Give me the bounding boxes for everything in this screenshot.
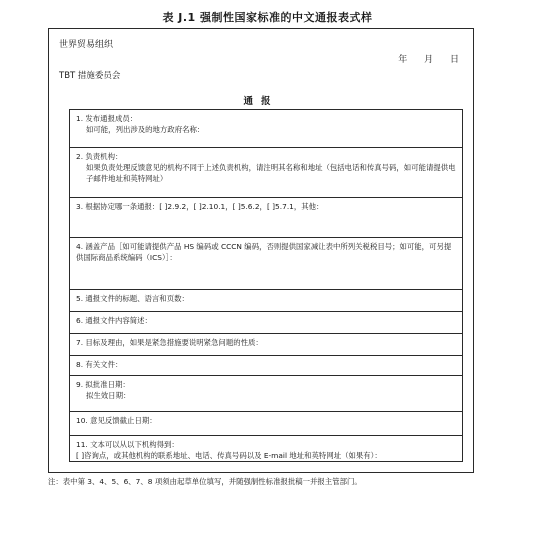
form-row-text: 4. 涵盖产品［如可能请提供产品 HS 编码或 CCCN 编码，否则提供国家减让表中所列关税税目号；如可能，可另提供国际商品系统编码（ICS）］： xyxy=(76,242,452,262)
table-footnote: 注：表中第 3、4、5、6、7、8 项须由起草单位填写，并随强制性标准报批稿一并报主管部门。 xyxy=(48,477,362,486)
form-row-text: 5. 通报文件的标题、语言和页数： xyxy=(76,294,189,303)
table-caption: 表 J.1 强制性国家标准的中文通报表式样 xyxy=(162,11,373,24)
form-row-text: 拟生效日期： xyxy=(86,391,131,400)
form-row-2 xyxy=(70,148,462,198)
form-row-text: [ ]咨询点，或其他机构的联系地址、电话、传真号码以及 E-mail 地址和英特网址（如果有）： xyxy=(76,451,382,460)
form-row-7 xyxy=(70,334,462,356)
form-row-1 xyxy=(70,110,462,148)
form-row-text: 6. 通报文件内容简述： xyxy=(76,316,152,325)
form-row-4 xyxy=(70,238,462,290)
form-row-3 xyxy=(70,198,462,238)
notification-form xyxy=(48,28,474,473)
form-row-6 xyxy=(70,312,462,334)
organization-name: 世界贸易组织 xyxy=(59,40,114,50)
form-row-11 xyxy=(70,436,462,463)
notification-table xyxy=(69,109,463,462)
notification-heading: 通报 xyxy=(243,96,279,107)
form-row-5 xyxy=(70,290,462,312)
form-row-8 xyxy=(70,356,462,376)
form-row-text: 9. 拟批准日期： xyxy=(76,380,130,389)
form-row-text: 如可能，列出涉及的地方政府名称： xyxy=(86,125,205,134)
form-row-9 xyxy=(70,376,462,412)
committee-name: TBT 措施委员会 xyxy=(59,71,121,81)
form-row-text: 8. 有关文件： xyxy=(76,360,123,369)
form-row-text: 11. 文本可以从以下机构得到： xyxy=(76,440,179,449)
form-row-text: 7. 目标及理由，如果是紧急措施要说明紧急问题的性质： xyxy=(76,338,263,347)
form-row-text: 3. 根据协定哪一条通报：[ ]2.9.2，[ ]2.10.1，[ ]5.6.2，[ ]5.7.1，其他： xyxy=(76,202,324,211)
form-row-text: 10. 意见反馈截止日期： xyxy=(76,416,157,425)
form-row-text: 2. 负责机构： xyxy=(76,152,123,161)
form-row-text: 如果负责处理反馈意见的机构不同于上述负责机构，请注明其名称和地址（包括电话和传真号码，如可能请提供电子邮件地址和英特网址） xyxy=(86,163,456,183)
date-line: 年 月 日 xyxy=(398,55,459,65)
form-row-10 xyxy=(70,412,462,436)
form-row-text: 1. 发布通报成员： xyxy=(76,114,138,123)
